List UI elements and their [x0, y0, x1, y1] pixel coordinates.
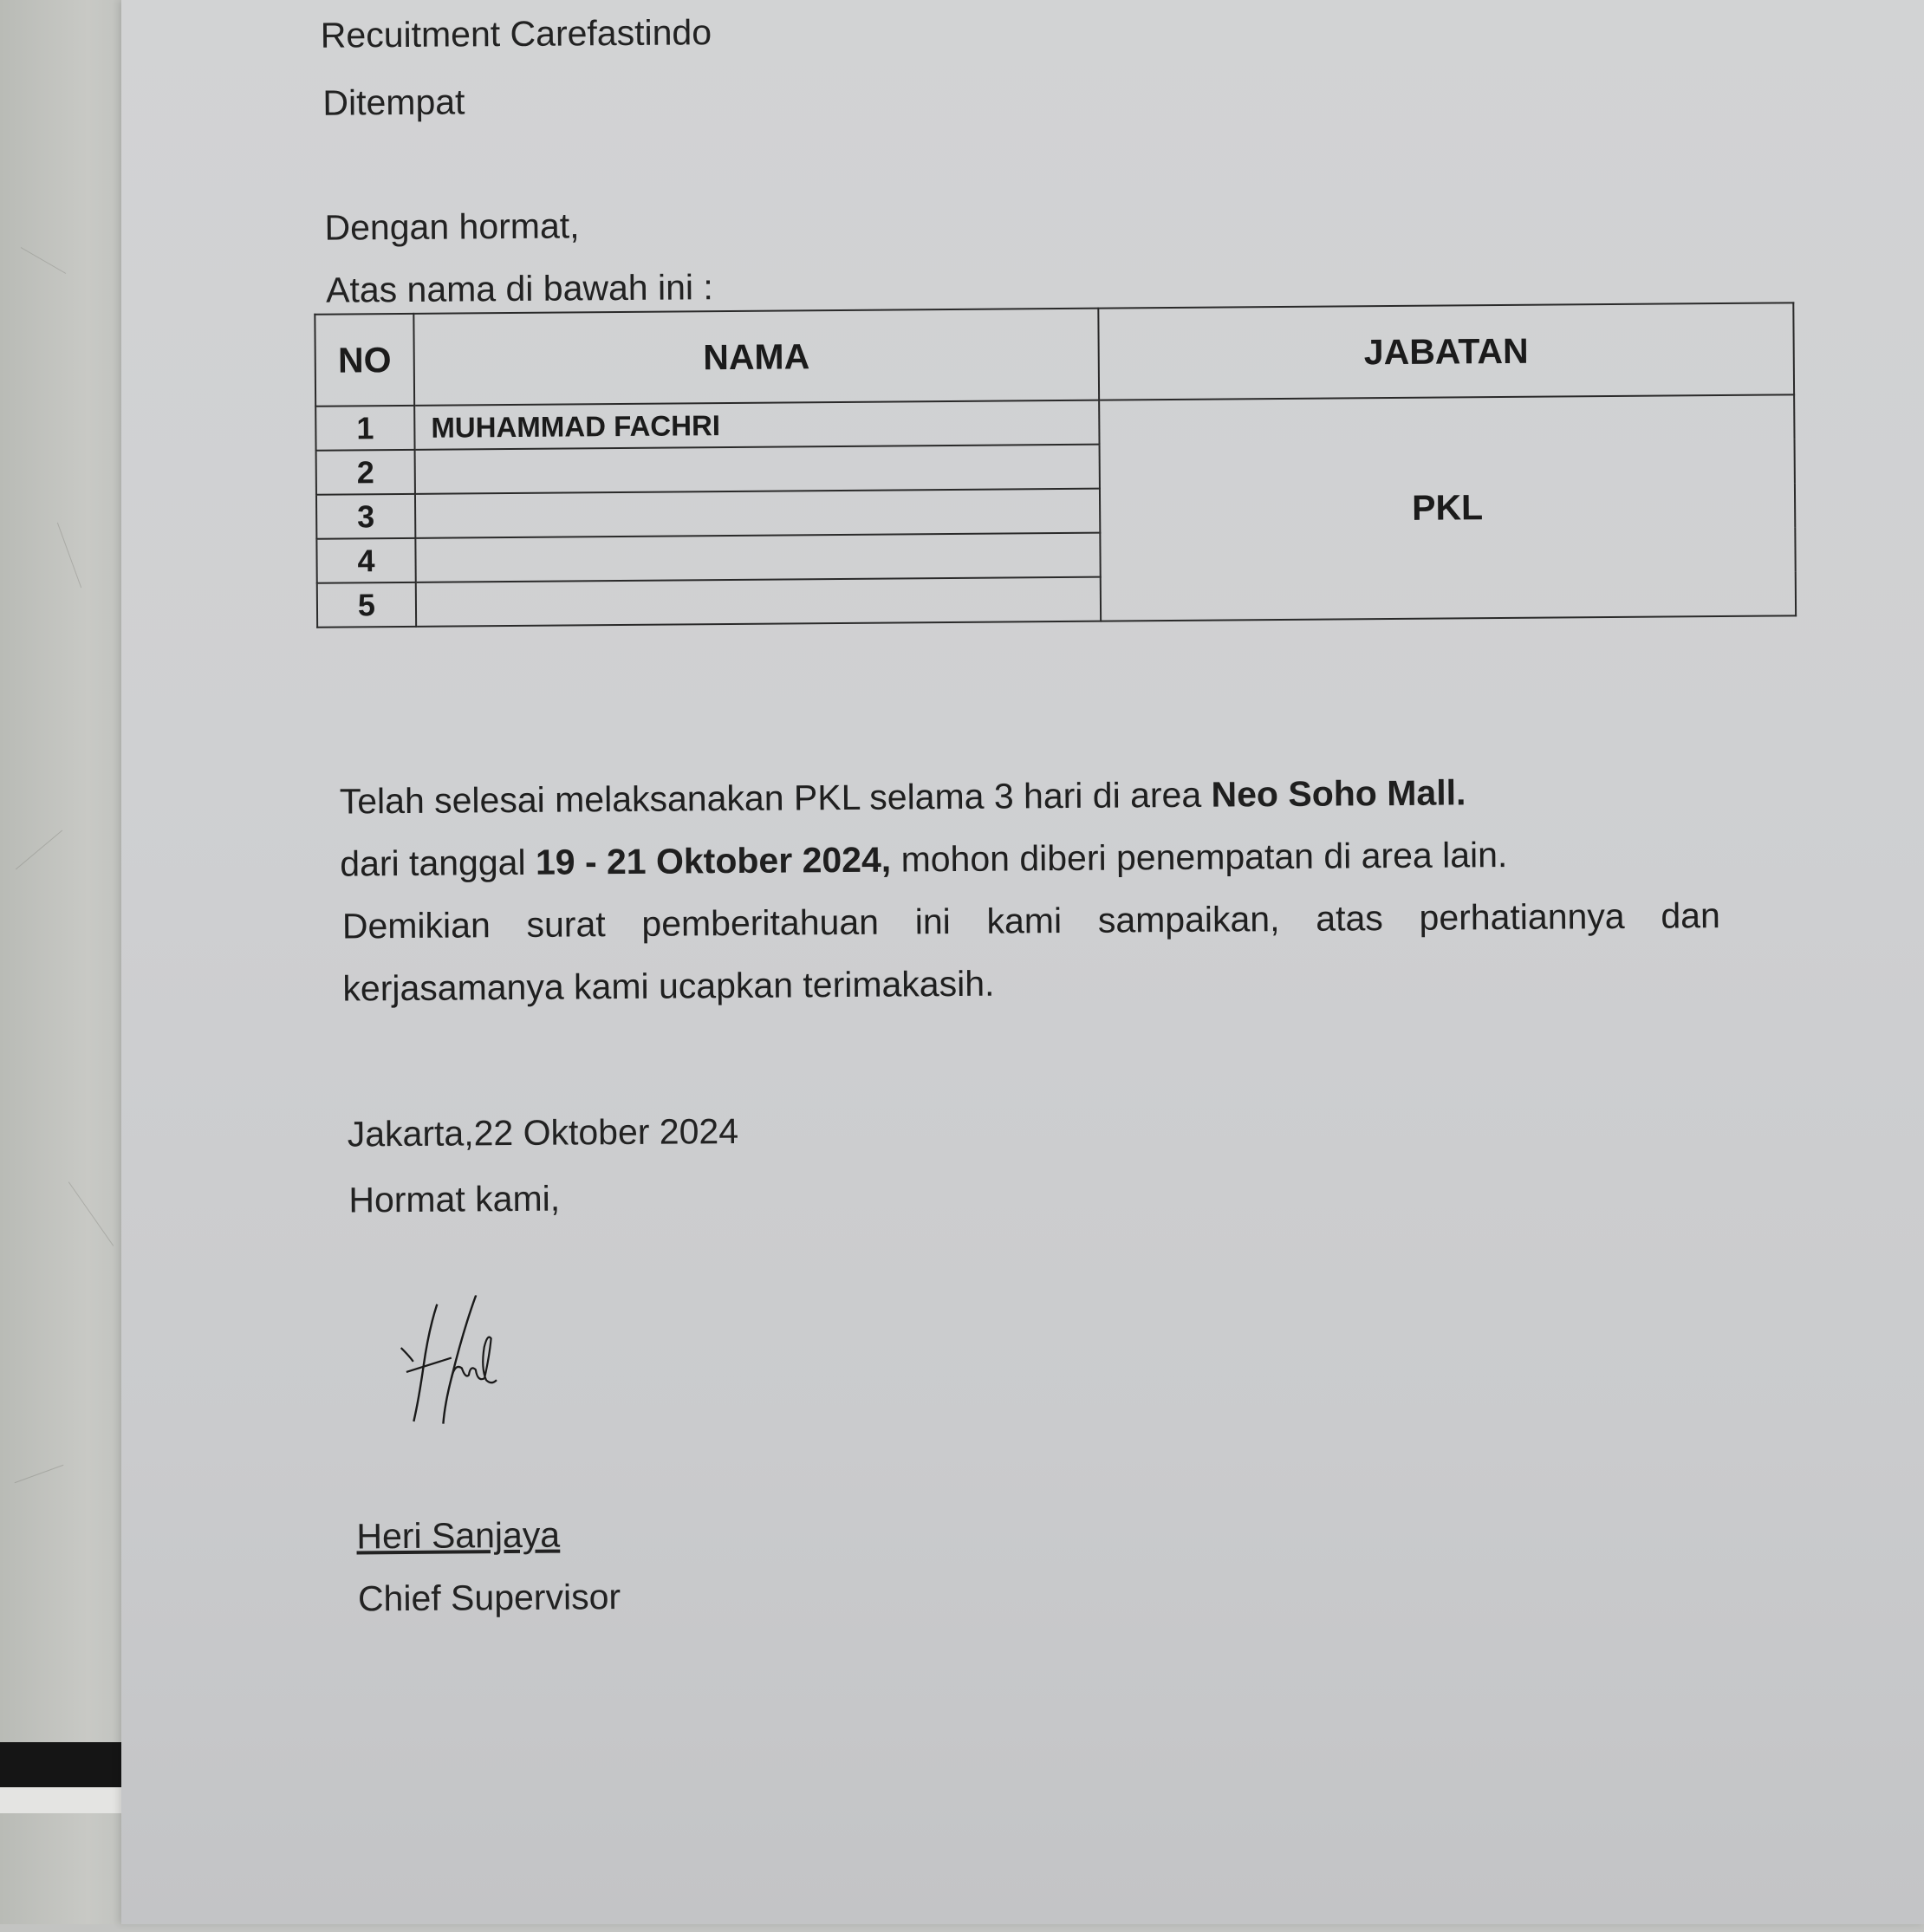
- location-name: Neo Soho Mall.: [1211, 772, 1466, 815]
- signer-name: Heri Sanjaya: [356, 1514, 561, 1557]
- row-nama: [416, 577, 1101, 627]
- date-range: 19 - 21 Oktober 2024,: [535, 839, 892, 882]
- word: ini: [914, 901, 951, 942]
- word: dan: [1661, 895, 1720, 936]
- handwritten-signature: [393, 1295, 507, 1426]
- header-no: NO: [315, 314, 414, 407]
- staff-table: [314, 302, 1797, 628]
- body-text: dari tanggal: [340, 842, 536, 884]
- salutation: Dengan hormat,: [324, 205, 580, 248]
- body-paragraph-3: [342, 895, 1720, 946]
- row-no: 4: [316, 538, 415, 583]
- intro-line: Atas nama di bawah ini :: [325, 267, 713, 310]
- jabatan-value: PKL: [1099, 394, 1796, 621]
- word: Demikian: [341, 905, 491, 946]
- header-nama: NAMA: [413, 309, 1099, 406]
- word: atas: [1316, 898, 1383, 939]
- word: pemberitahuan: [641, 901, 880, 944]
- row-no: 1: [315, 406, 414, 451]
- body-paragraph-2: [340, 835, 1507, 885]
- row-no: 5: [317, 582, 416, 628]
- row-nama: MUHAMMAD FACHRI: [414, 400, 1099, 450]
- word: kami: [986, 901, 1063, 941]
- body-text: mohon diberi penempatan di area lain.: [891, 834, 1508, 880]
- closing-regards: Hormat kami,: [348, 1178, 561, 1220]
- word: sampaikan,: [1097, 899, 1280, 940]
- body-paragraph-4: kerjasamanya kami ucapkan terimakasih.: [342, 963, 995, 1009]
- row-no: 3: [316, 494, 415, 539]
- word: perhatiannya: [1419, 895, 1625, 938]
- row-nama: [415, 489, 1100, 538]
- word: surat: [526, 904, 606, 945]
- row-nama: [415, 445, 1100, 494]
- header-jabatan: JABATAN: [1098, 302, 1794, 400]
- body-text: Telah selesai melaksanakan PKL selama 3 hari di area: [339, 774, 1212, 822]
- recipient-name: Recuitment Carefastindo: [320, 12, 712, 55]
- body-paragraph-1: [340, 772, 1466, 822]
- row-no: 2: [316, 450, 415, 495]
- recipient-place: Ditempat: [322, 81, 465, 123]
- place-date: Jakarta,22 Oktober 2024: [347, 1110, 739, 1155]
- row-nama: [415, 533, 1100, 582]
- signer-title: Chief Supervisor: [357, 1577, 621, 1619]
- table-header-row: [315, 302, 1794, 406]
